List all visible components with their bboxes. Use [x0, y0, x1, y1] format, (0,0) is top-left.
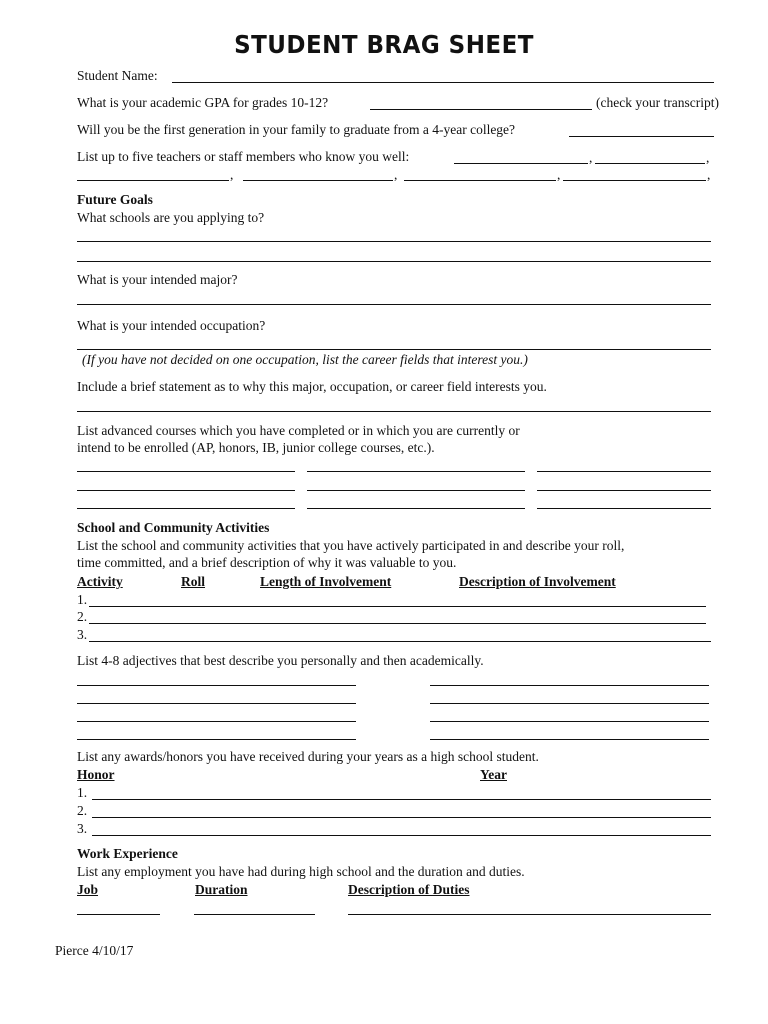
- major-question: What is your intended major?: [77, 272, 238, 287]
- separator-comma: ,: [706, 150, 710, 165]
- teachers-prompt: List up to five teachers or staff members who know you well:: [77, 149, 410, 164]
- activity-row-number: 3.: [77, 627, 88, 642]
- separator-comma: ,: [394, 167, 398, 182]
- first-gen-field[interactable]: [569, 136, 714, 137]
- column-header-job: Job: [77, 882, 99, 897]
- award-row-number: 2.: [77, 803, 88, 818]
- activities-heading: School and Community Activities: [77, 520, 270, 535]
- first-gen-question: Will you be the first generation in your family to graduate from a 4-year college?: [77, 122, 516, 137]
- teacher-field-4[interactable]: [243, 180, 393, 181]
- future-goals-heading: Future Goals: [77, 192, 153, 207]
- gpa-question: What is your academic GPA for grades 10-12?: [77, 95, 329, 110]
- schools-field-line-2[interactable]: [77, 261, 711, 262]
- column-header-description: Description of Involvement: [459, 574, 616, 589]
- teacher-field-3[interactable]: [77, 180, 229, 181]
- adjective-field[interactable]: [77, 721, 356, 722]
- occupation-question: What is your intended occupation?: [77, 318, 266, 333]
- gpa-field[interactable]: [370, 109, 592, 110]
- activity-row-field[interactable]: [89, 641, 711, 642]
- gpa-hint: (check your transcript): [596, 95, 719, 110]
- award-row-number: 1.: [77, 785, 88, 800]
- course-field[interactable]: [77, 508, 295, 509]
- column-header-roll: Roll: [181, 574, 206, 589]
- teacher-field-1[interactable]: [454, 163, 588, 164]
- course-field[interactable]: [537, 490, 711, 491]
- adjective-field[interactable]: [430, 703, 709, 704]
- adjective-field[interactable]: [430, 721, 709, 722]
- statement-prompt: Include a brief statement as to why this major, occupation, or career field interests you.: [77, 379, 547, 394]
- separator-comma: ,: [557, 167, 561, 182]
- activity-row-field[interactable]: [89, 623, 706, 624]
- activity-row-field[interactable]: [89, 606, 706, 607]
- teacher-field-2[interactable]: [595, 163, 705, 164]
- teacher-field-5[interactable]: [404, 180, 556, 181]
- separator-comma: ,: [707, 167, 711, 182]
- activity-row-number: 2.: [77, 609, 88, 624]
- work-heading: Work Experience: [77, 846, 178, 861]
- course-field[interactable]: [77, 471, 295, 472]
- occupation-field[interactable]: [77, 349, 711, 350]
- award-row-field[interactable]: [92, 835, 711, 836]
- courses-prompt-line-1: List advanced courses which you have completed or in which you are currently or: [77, 423, 520, 438]
- adjective-field[interactable]: [430, 685, 709, 686]
- separator-comma: ,: [589, 150, 593, 165]
- course-field[interactable]: [537, 508, 711, 509]
- adjectives-prompt: List 4-8 adjectives that best describe you personally and then academically.: [77, 653, 484, 668]
- awards-prompt: List any awards/honors you have received during your years as a high school student.: [77, 749, 539, 764]
- course-field[interactable]: [307, 471, 525, 472]
- column-header-duration: Duration: [195, 882, 248, 897]
- schools-field-line-1[interactable]: [77, 241, 711, 242]
- column-header-honor: Honor: [77, 767, 115, 782]
- activities-prompt-line-1: List the school and community activities that you have actively participated in and describe your roll,: [77, 538, 625, 553]
- column-header-duties: Description of Duties: [348, 882, 470, 897]
- adjective-field[interactable]: [77, 739, 356, 740]
- duration-field[interactable]: [194, 914, 315, 915]
- job-field[interactable]: [77, 914, 160, 915]
- column-header-length: Length of Involvement: [260, 574, 392, 589]
- adjective-field[interactable]: [77, 685, 356, 686]
- teacher-field-6[interactable]: [563, 180, 706, 181]
- duties-field[interactable]: [348, 914, 711, 915]
- activities-prompt-line-2: time committed, and a brief description of why it was valuable to you.: [77, 555, 457, 570]
- page-title: STUDENT BRAG SHEET: [234, 30, 534, 59]
- column-header-activity: Activity: [77, 574, 123, 589]
- footer-text: Pierce 4/10/17: [55, 943, 134, 958]
- course-field[interactable]: [307, 490, 525, 491]
- student-name-label: Student Name:: [77, 68, 158, 83]
- occupation-note: (If you have not decided on one occupation, list the career fields that interest you.): [82, 352, 528, 367]
- column-header-year: Year: [480, 767, 507, 782]
- statement-field[interactable]: [77, 411, 711, 412]
- course-field[interactable]: [307, 508, 525, 509]
- award-row-field[interactable]: [92, 817, 711, 818]
- schools-question: What schools are you applying to?: [77, 210, 265, 225]
- award-row-number: 3.: [77, 821, 88, 836]
- activity-row-number: 1.: [77, 592, 88, 607]
- work-prompt: List any employment you have had during high school and the duration and duties.: [77, 864, 525, 879]
- course-field[interactable]: [77, 490, 295, 491]
- course-field[interactable]: [537, 471, 711, 472]
- adjective-field[interactable]: [430, 739, 709, 740]
- award-row-field[interactable]: [92, 799, 711, 800]
- courses-prompt-line-2: intend to be enrolled (AP, honors, IB, junior college courses, etc.).: [77, 440, 435, 455]
- separator-comma: ,: [230, 167, 234, 182]
- student-name-field[interactable]: [172, 82, 714, 83]
- major-field[interactable]: [77, 304, 711, 305]
- adjective-field[interactable]: [77, 703, 356, 704]
